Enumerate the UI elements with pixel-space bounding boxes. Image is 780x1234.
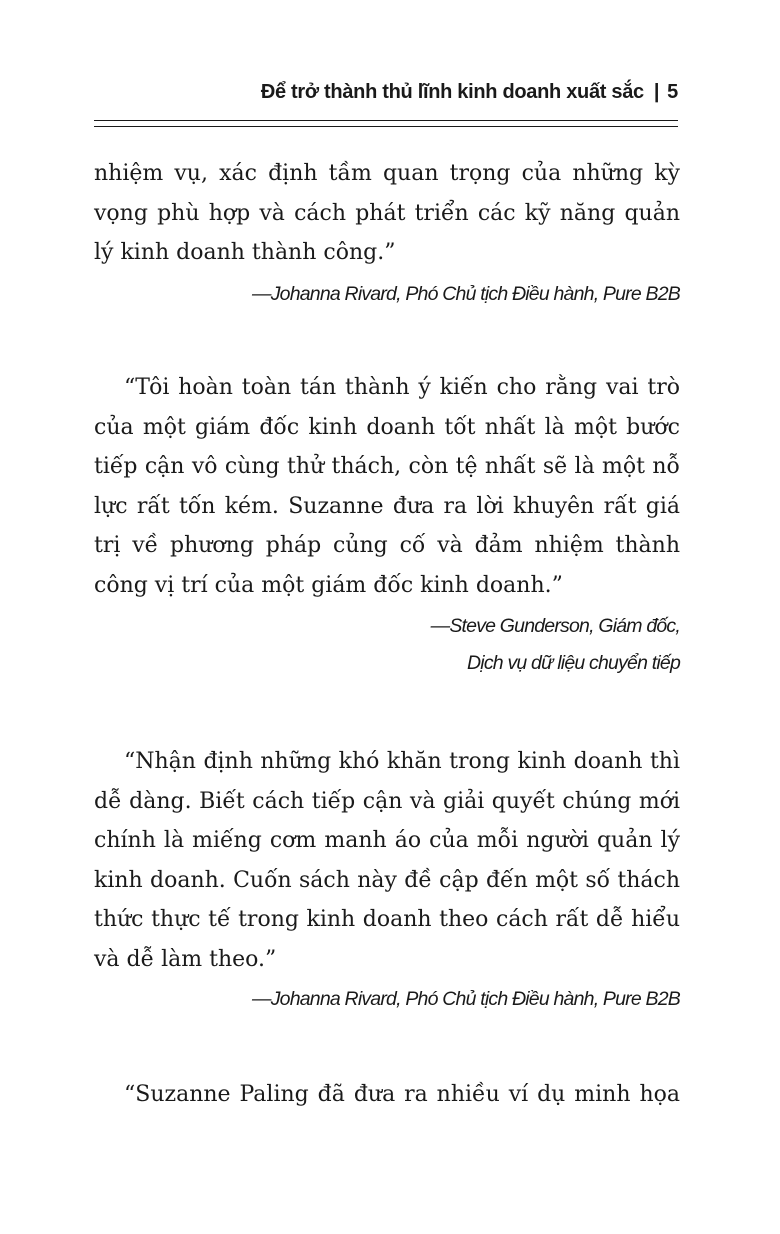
header-title: Để trở thành thủ lĩnh kinh doanh xuất sắc <box>260 81 644 103</box>
testimonial-3-text: “Nhận định những khó khăn trong kinh doanh thì dễ dàng. Biết cách tiếp cận và giải quyết chúng mới chính là miếng cơm manh áo của mỗi người quản lý kinh doanh. Cuốn sách này đề cập đến một số thách thức thực tế trong kinh doanh theo cách rất dễ hiểu và dễ làm theo.” <box>94 749 680 972</box>
header-separator: | <box>653 81 660 103</box>
testimonial-1-text: nhiệm vụ, xác định tầm quan trọng của những kỳ vọng phù hợp và cách phát triển các kỹ năng quản lý kinh doanh thành công.” <box>94 161 680 265</box>
testimonial-3-attribution: —Johanna Rivard, Phó Chủ tịch Điều hành, Pure B2B <box>252 988 680 1010</box>
testimonial-4-text: “Suzanne Paling đã đưa ra nhiều ví dụ minh họa <box>124 1082 680 1107</box>
testimonial-2-attribution-org: Dịch vụ dữ liệu chuyển tiếp <box>467 652 680 674</box>
testimonial-2-attribution-name: —Steve Gunderson, Giám đốc, <box>430 615 680 637</box>
page-number: 5 <box>667 81 678 103</box>
running-header <box>94 78 678 106</box>
testimonial-2-text: “Tôi hoàn toàn tán thành ý kiến cho rằng vai trò của một giám đốc kinh doanh tốt nhất là một bước tiếp cận vô cùng thử thách, còn tệ nhất sẽ là một nỗ lực rất tốn kém. Suzanne đưa ra lời khuyên rất giá trị về phương pháp củng cố và đảm nhiệm thành công vị trí của một giám đốc kinh doanh.” <box>94 375 680 598</box>
testimonial-1-attribution: —Johanna Rivard, Phó Chủ tịch Điều hành, Pure B2B <box>252 283 680 305</box>
header-rule-top <box>94 120 678 121</box>
header-rule-bottom <box>94 126 678 127</box>
